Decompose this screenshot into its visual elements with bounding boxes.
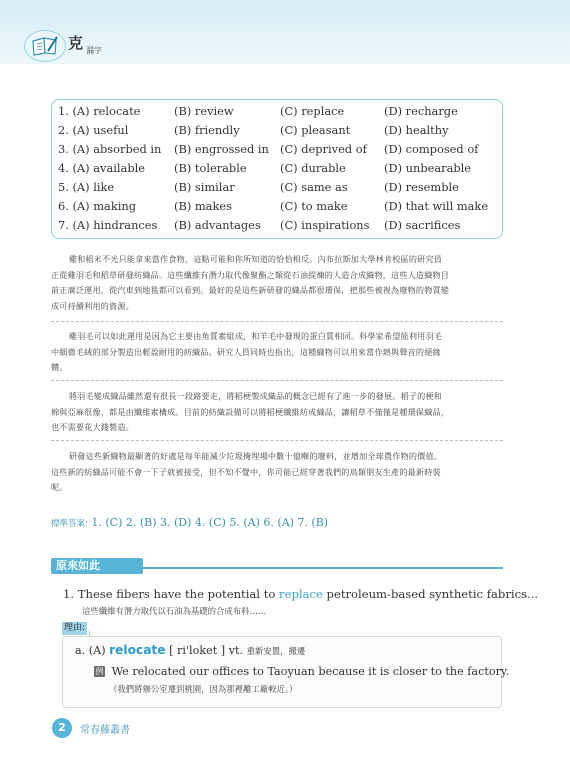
publisher-name: 常春藤叢書 (80, 725, 130, 736)
option-a: 5. (A) like (58, 180, 115, 194)
paragraph-line: 體。 (51, 362, 68, 373)
option-a: 6. (A) making (58, 199, 136, 213)
option-row (52, 123, 502, 142)
divider (51, 440, 503, 441)
option-d: (D) healthy (384, 123, 449, 137)
option-row (52, 161, 502, 180)
option-a: 2. (A) useful (58, 123, 129, 137)
section-rule (143, 567, 503, 569)
divider (51, 380, 503, 381)
section-title: 原來如此 (51, 558, 143, 574)
option-b: (B) tolerable (174, 161, 247, 175)
example-icon: 例 (95, 667, 104, 676)
option-d: (D) composed of (384, 142, 479, 156)
example-sentence (94, 665, 509, 678)
paragraph-1 (51, 252, 503, 314)
option-a: 3. (A) absorbed in (58, 142, 162, 156)
sentence-keyword: replace (279, 587, 323, 601)
divider (51, 321, 503, 322)
option-row (52, 199, 502, 218)
option-c: (C) inspirations (280, 218, 370, 232)
section-brand: 克 (68, 34, 84, 52)
option-a: 4. (A) available (58, 161, 145, 175)
explained-sentence (63, 587, 538, 601)
paragraph-line: 這些新的紡織品可能不會一下子就被接受，但不知不覺中，你可能已經穿著我們的鳥類朋友生產的最新時裝 (51, 466, 441, 477)
option-row (52, 142, 502, 161)
option-a: 7. (A) hindrances (58, 218, 158, 232)
example-text: We relocated our offices to Taoyuan because it is closer to the factory. (111, 665, 510, 678)
option-c: (C) deprived of (280, 142, 367, 156)
option-b: (B) review (174, 104, 234, 118)
paragraph-line: 中細微毛絨的部分製造出輕盈耐用的紡織品。研究人員同時也指出，這種織物可以用來當作熱與聲音的絕緣 (51, 346, 441, 357)
option-row (52, 218, 502, 237)
option-d: (D) that will make (384, 199, 489, 213)
sentence-translation: 這些纖維有潛力取代以石油為基礎的合成布料…… (82, 606, 267, 616)
paragraph-line: 前正廣泛運用，從汽車到地毯都可以看到。最好的是這些新研發的織品都很環保，把那些被視為廢物的物質變 (51, 285, 450, 296)
paragraph-line: 雞和稻米不光只能拿來當作食物，這點可能和你所知道的恰恰相反。內布拉斯加大學林肯校區的研究員 (68, 254, 443, 264)
option-b: (B) makes (174, 199, 232, 213)
option-d: (D) unbearable (384, 161, 472, 175)
paragraph-line: 研發這些新織物最顯著的好處是每年能減少垃圾掩埋場中數十億噸的廢料，並增加全球農作物的價值。 (68, 451, 443, 461)
option-c: (C) to make (280, 199, 348, 213)
options-box (51, 99, 503, 239)
entry-letter: a. (A) (75, 644, 106, 657)
option-d: (D) sacrifices (384, 218, 461, 232)
answer-key-label: 標準答案: (51, 519, 88, 529)
paragraph-line: 正從雞羽毛和稻草研發紡織品。這些纖維有潛力取代像聚酯之類從石油提煉的人造合成織物，這些人造織物目 (51, 269, 450, 280)
option-b: (B) friendly (174, 123, 240, 137)
option-c: (C) replace (280, 104, 345, 118)
paragraph-3 (51, 389, 503, 436)
option-d: (D) resemble (384, 180, 459, 194)
option-c: (C) durable (280, 161, 346, 175)
answer-key-values: 1. (C) 2. (B) 3. (D) 4. (C) 5. (A) 6. (A) 7. (B) (91, 516, 329, 529)
paragraph-line: 呢。 (51, 482, 68, 493)
entry-word: relocate (109, 643, 166, 657)
reason-box (62, 636, 510, 708)
paragraph-line: 雞羽毛可以如此運用是因為它主要由角質素組成，和羊毛中發現的蛋白質相同。科學家希望能利用羽毛 (68, 331, 443, 341)
example-translation: （我們將辦公室遷到桃園，因為那裡離工廠較近。） (109, 684, 298, 694)
option-b: (B) advantages (174, 218, 261, 232)
paragraph-line: 棉與亞麻很像，都是由纖維素構成。目前的紡織設備可以將稻梗纖維紡成織品，讓稻草不僅僅是種環保織品， (51, 406, 450, 417)
page-number: 2 (52, 718, 72, 738)
reason-label: 理由: (64, 623, 86, 633)
option-c: (C) pleasant (280, 123, 351, 137)
paragraph-2 (51, 329, 503, 376)
option-row (52, 180, 502, 199)
option-d: (D) recharge (384, 104, 458, 118)
paragraph-line: 也不需要花大錢製造。 (51, 422, 134, 433)
section-header (51, 560, 503, 572)
option-b: (B) similar (174, 180, 235, 194)
option-row (52, 104, 502, 123)
section-subtitle: 漏字 (86, 46, 102, 55)
answer-key (51, 516, 328, 529)
option-b: (B) engrossed in (174, 142, 269, 156)
entry-ipa: [ ri'loket ] vt. (169, 644, 244, 657)
sentence-start: 1. These fibers have the potential to (63, 587, 276, 601)
vocab-entry (75, 643, 305, 657)
option-c: (C) same as (280, 180, 348, 194)
page-header (0, 0, 570, 64)
book-pen-icon (24, 30, 66, 62)
paragraph-line: 成可持續利用的資源。 (51, 300, 134, 311)
option-a: 1. (A) relocate (58, 104, 141, 118)
paragraph-line: 將羽毛變成織品雖然還有很長一段路要走，將稻梗製成織品的概念已經有了進一步的發展。稻子的梗和 (68, 391, 443, 401)
entry-definition: 重新安置，搬遷 (246, 646, 306, 656)
sentence-end: petroleum-based synthetic fabrics... (326, 587, 539, 601)
paragraph-4 (51, 449, 503, 496)
